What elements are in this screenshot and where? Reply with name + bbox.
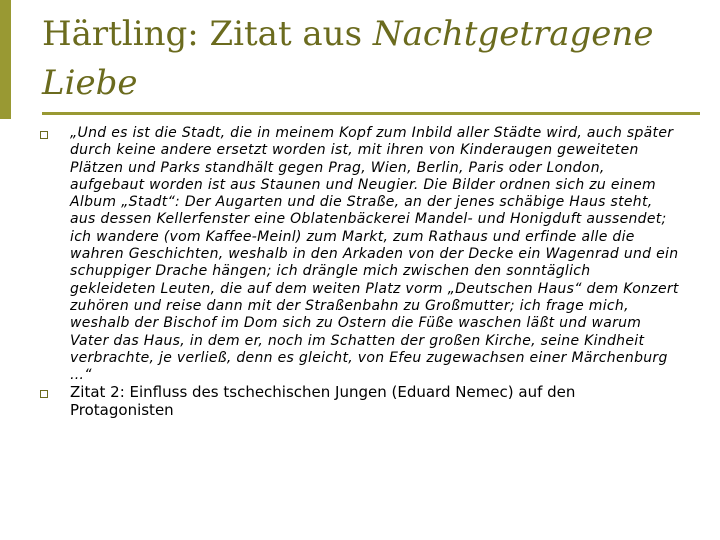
bullet-item-zitat-2 [40,384,680,419]
quote-text: „Und es ist die Stadt, die in meinem Kopf zum Inbild aller Städte wird, auch später durch keine andere ersetzt worden ist, mit ihren von Kinderaugen geweiteten Plätzen und Parks standhält gegen Prag, Wien, Berlin, Paris oder London, aufgebaut worden ist aus Staunen und Neugier. Die Bilder ordnen sich zu einem Album „Stadt“: Der Augarten und die Straße, an der jenes schäbige Haus steht, aus dessen Kellerfenster eine Oblatenbäckerei Mandel- und Honigduft aussendet; ich wandere (vom Kaffee-Meinl) zum Markt, zum Rathaus und erfinde alle die wahren Geschichten, weshalb in den Arkaden von der Decke ein Wagenrad und ein schuppiger Drache hängen; ich drängle mich zwischen den sonntäglich gekleideten Leuten, die auf dem weiten Platz vorm „Deutschen Haus“ dem Konzert zuhören und reise dann mit der Straßenbahn zu Großmutter; ich frage mich, weshalb der Bischof im Dom sich zu Ostern die Füße waschen läßt und warum Vater das Haus, in dem er, noch im Schatten der großen Kirche, seine Kindheit verbrachte, je verließ, denn es gleicht, von Efeu zugewachsen einer Märchenburg …“ [70,125,679,384]
square-bullet-icon [40,390,48,398]
title-book-name: Nachtgetragene Liebe [42,14,654,103]
accent-sidebar-bar [0,0,11,119]
bullet-text: Zitat 2: Einfluss des tschechischen Jungen (Eduard Nemec) auf den Protagonisten [70,383,576,419]
slide-title [42,10,682,108]
bullet-list [40,125,680,419]
bullet-item-quote [40,125,680,384]
square-bullet-icon [40,131,48,139]
title-underline-rule [42,112,700,115]
title-prefix: Härtling: Zitat aus [42,14,373,54]
